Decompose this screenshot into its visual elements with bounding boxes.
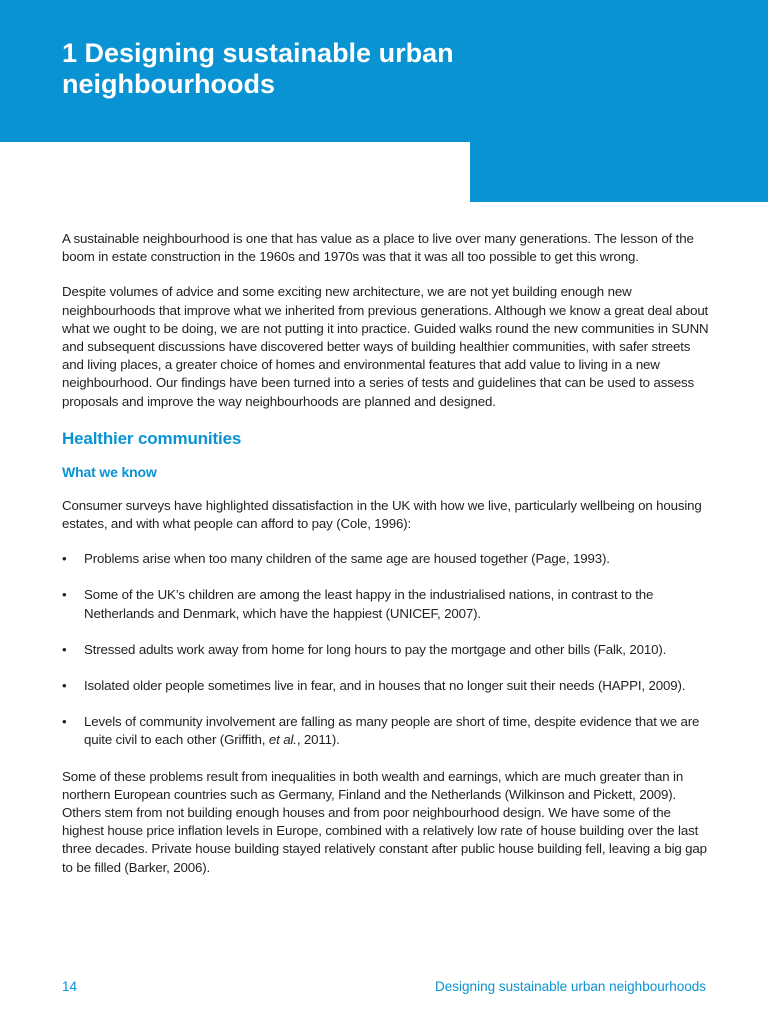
list-item — [62, 677, 712, 695]
page-number: 14 — [62, 979, 78, 994]
bullet-icon: • — [62, 714, 67, 730]
section-lead-paragraph: Consumer surveys have highlighted dissatisfaction in the UK with how we live, particularly wellbeing on housing estates, and with what people can afford to pay (Cole, 1996): — [62, 497, 702, 532]
list-item-text: Problems arise when too many children of the same age are housed together (Page, 1993). — [84, 551, 610, 567]
list-item-text-before: Levels of community involvement are falling as many people are short of time, despite evidence that we are quite civil to each other (Griffith, — [84, 714, 700, 748]
list-item — [62, 586, 712, 622]
chapter-title: 1 Designing sustainable urban neighbourhoods — [62, 38, 454, 99]
list-item-text: Stressed adults work away from home for long hours to pay the mortgage and other bills (Falk, 2010). — [84, 641, 667, 657]
closing-paragraph: Some of these problems result from inequalities in both wealth and earnings, which are much greater than in northern European countries such as Germany, Finland and the Netherlands (Wilkinson and Pickett, 2009). Others stem from not building enough houses and from poor neighbourhood design. We have some of the highest house price inflation levels in Europe, combined with a relatively low rate of house building over the last three decades. Private house building stayed relatively constant after public house building fell, leaving a big gap to be filled (Barker, 2006). — [62, 768, 707, 875]
bullet-icon: • — [62, 678, 67, 694]
section-heading: Healthier communities — [62, 428, 242, 448]
intro-paragraph-2: Despite volumes of advice and some exciting new architecture, we are not yet building enough new neighbourhoods that improve what we inherited from previous generations. Although we know a great deal about what we ought to be doing, we are not putting it into practice. Guided walks round the new communities in SUNN and subsequent discussions have discovered better ways of building healthier communities, with safer streets and living places, a greater choice of homes and environmental features that add value to living in a new neighbourhood. Our findings have been turned into a series of tests and guidelines that can be used to assess proposals and improve the way neighbourhoods are planned and designed. — [62, 284, 709, 409]
list-item — [62, 713, 712, 749]
main-content — [62, 230, 712, 894]
bullet-icon: • — [62, 551, 67, 567]
list-item — [62, 550, 712, 568]
list-item-text: Isolated older people sometimes live in fear, and in houses that no longer suit their needs (HAPPI, 2009). — [84, 678, 686, 694]
bullet-list — [62, 550, 712, 749]
list-item-text-after: , 2011). — [296, 732, 340, 748]
running-title: Designing sustainable urban neighbourhoods — [435, 979, 706, 994]
intro-paragraph-1: A sustainable neighbourhood is one that has value as a place to live over many generations. The lesson of the boom in estate construction in the 1960s and 1970s was that it was all too possible to get this wrong. — [62, 231, 694, 265]
header-tab-decoration — [470, 142, 768, 202]
list-item-text-italic: et al. — [268, 732, 297, 748]
section-subheading: What we know — [62, 463, 157, 480]
bullet-icon: • — [62, 587, 67, 603]
list-item-text: Some of the UK’s children are among the least happy in the industrialised nations, in contrast to the Netherlands and Denmark, which have the happiest (UNICEF, 2007). — [84, 587, 654, 621]
bullet-icon: • — [62, 641, 67, 657]
list-item — [62, 641, 712, 659]
